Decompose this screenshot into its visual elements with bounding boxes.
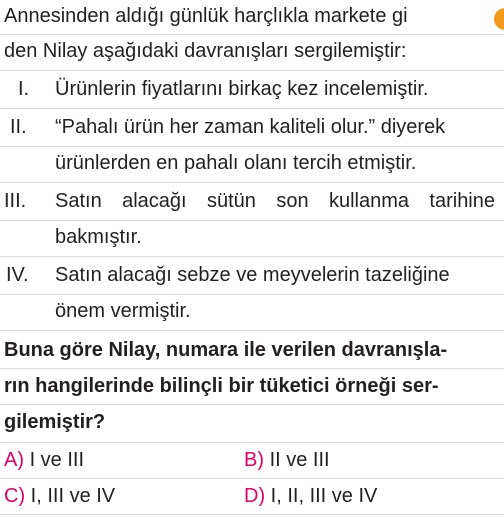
option-d-letter: D) — [244, 485, 266, 507]
statement-4-number: IV. — [6, 264, 29, 286]
intro-line-1: Annesinden aldığı günlük harçlıkla markete gi — [4, 5, 408, 27]
statement-1-number: I. — [18, 78, 30, 100]
option-d[interactable] — [244, 482, 377, 510]
page-corner-badge — [494, 8, 504, 30]
option-c[interactable] — [4, 482, 115, 510]
rule-line — [0, 514, 504, 515]
rule-line — [0, 256, 504, 257]
statement-4-line-2: önem vermiştir. — [55, 300, 191, 322]
rule-line — [0, 34, 504, 35]
option-d-text: I, II, III ve IV — [270, 485, 378, 507]
rule-line — [0, 294, 504, 295]
rule-line — [0, 220, 504, 221]
option-b-text: II ve III — [269, 449, 330, 471]
statement-1-line-1: Ürünlerin fiyatlarını birkaç kez incelemiştir. — [55, 78, 429, 100]
question-line-2: rın hangilerinde bilinçli bir tüketici örneği ser- — [4, 375, 439, 397]
option-b[interactable] — [244, 446, 330, 474]
option-a[interactable] — [4, 446, 84, 474]
option-b-letter: B) — [244, 449, 264, 471]
statement-3-number: III. — [4, 190, 27, 212]
option-c-text: I, III ve IV — [30, 485, 116, 507]
statement-4-line-1: Satın alacağı sebze ve meyvelerin tazeliğine — [55, 264, 450, 286]
rule-line — [0, 70, 504, 71]
rule-line — [0, 182, 504, 183]
rule-line — [0, 330, 504, 331]
statement-2-line-2: ürünlerden en pahalı olanı tercih etmiştir. — [55, 152, 417, 174]
statement-2-line-1: “Pahalı ürün her zaman kaliteli olur.” diyerek — [55, 116, 446, 138]
option-c-letter: C) — [4, 485, 26, 507]
option-a-letter: A) — [4, 449, 24, 471]
option-a-text: I ve III — [29, 449, 85, 471]
statement-2-number: II. — [10, 116, 27, 138]
rule-line — [0, 442, 504, 443]
rule-line — [0, 368, 504, 369]
rule-line — [0, 478, 504, 479]
statement-3-line-2: bakmıştır. — [55, 226, 142, 248]
intro-line-2: den Nilay aşağıdaki davranışları sergilemiştir: — [4, 40, 407, 62]
rule-line — [0, 404, 504, 405]
rule-line — [0, 108, 504, 109]
question-line-1: Buna göre Nilay, numara ile verilen davranışla- — [4, 339, 448, 361]
question-line-3: gilemiştir? — [4, 411, 106, 433]
rule-line — [0, 146, 504, 147]
statement-3-line-1: Satın alacağı sütün son kullanma tarihine — [55, 190, 495, 212]
